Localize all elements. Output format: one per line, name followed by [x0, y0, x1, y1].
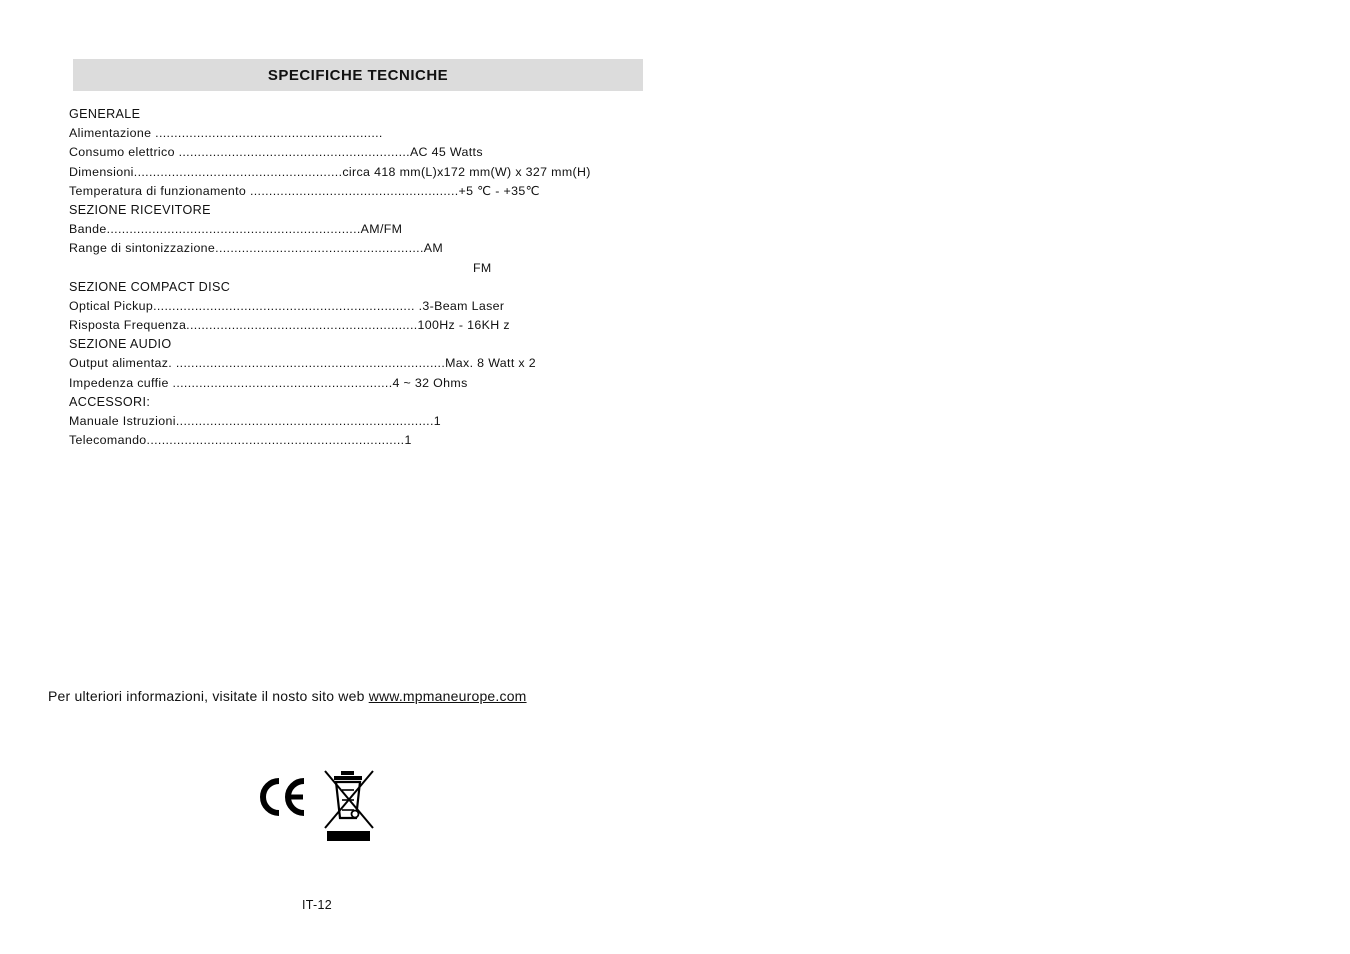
footer-text: Per ulteriori informazioni, visitate il nosto sito web — [48, 688, 369, 704]
spec-row-risposta: Risposta Frequenza.............................................................100Hz - 16KH z — [69, 318, 510, 333]
section-heading-generale: GENERALE — [69, 107, 141, 121]
spec-row-alimentazione: Alimentazione ............................................................ — [69, 126, 383, 141]
spec-row-telecomando: Telecomando....................................................................1 — [69, 433, 412, 448]
spec-row-optical: Optical Pickup..................................................................... .3-Beam Laser — [69, 298, 505, 313]
spec-value-fm: FM — [473, 260, 492, 275]
page-title: SPECIFICHE TECNICHE — [267, 66, 449, 84]
spec-row-consumo: Consumo elettrico .............................................................AC 45 Watts — [69, 145, 483, 160]
spec-row-output: Output alimentaz. .......................................................................Max. 8 Watt x 2 — [69, 356, 536, 371]
spec-row-range-fm — [69, 259, 669, 278]
footer-info — [48, 688, 527, 704]
crossed-bin-weee-icon — [322, 768, 376, 844]
spec-row-manuale: Manuale Istruzioni....................................................................1 — [69, 414, 441, 428]
website-link[interactable]: www.mpmaneurope.com — [368, 688, 527, 704]
title-bar — [73, 59, 643, 91]
section-heading-accessori: ACCESSORI: — [69, 394, 151, 409]
spec-row-dimensioni: Dimensioni.......................................................circa 418 mm(L)x172 mm(W) x 327 mm(H) — [69, 164, 591, 179]
page-number: IT-12 — [302, 898, 332, 912]
section-heading-audio: SEZIONE AUDIO — [69, 337, 172, 352]
ce-mark-icon — [257, 775, 307, 819]
spec-row-range: Range di sintonizzazione.......................................................AM — [69, 241, 444, 256]
section-heading-ricevitore: SEZIONE RICEVITORE — [69, 202, 211, 217]
section-heading-compact-disc: SEZIONE COMPACT DISC — [69, 279, 231, 294]
spec-row-temperatura: Temperatura di funzionamento .......................................................+5 ℃ - +35℃ — [69, 183, 540, 198]
spec-list — [69, 105, 669, 450]
spec-row-bande: Bande...................................................................AM/FM — [69, 222, 403, 237]
spec-row-cuffie: Impedenza cuffie ..........................................................4 ~ 32 Ohms — [69, 375, 468, 390]
